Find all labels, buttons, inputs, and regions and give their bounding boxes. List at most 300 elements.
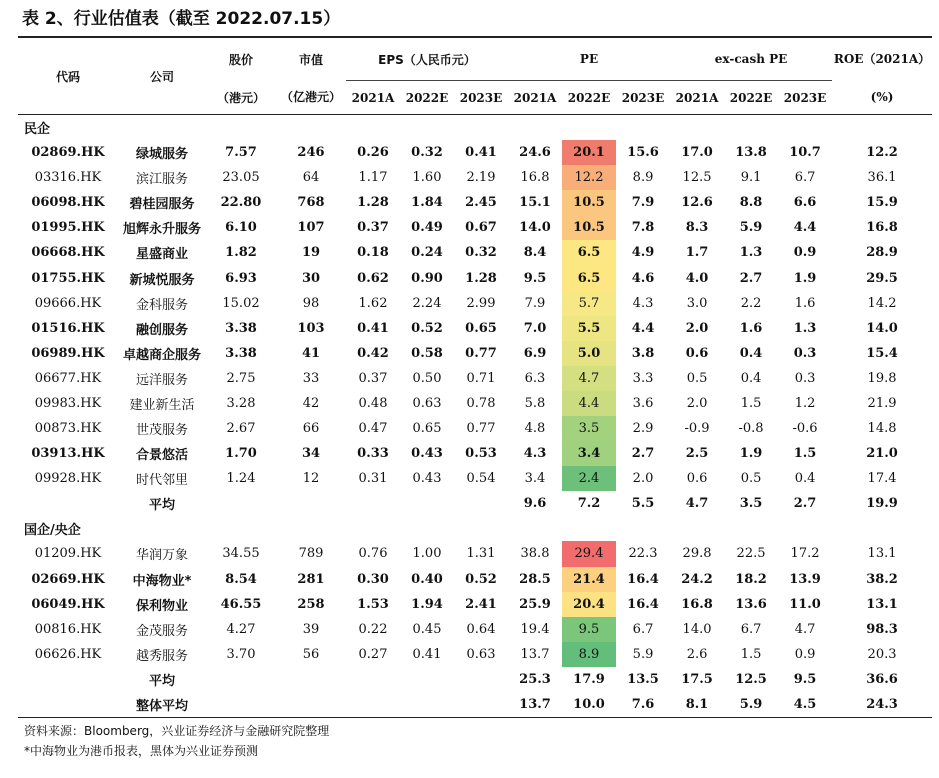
cell-eps22: 0.40 (411, 571, 443, 587)
cell-pe23: 2.7 (631, 446, 655, 462)
cell-price: 6.10 (225, 220, 257, 236)
cell-company: 远洋服务 (135, 372, 188, 388)
average-row (18, 491, 932, 516)
table-row (18, 341, 932, 366)
cell-ex23: 11.0 (789, 596, 821, 612)
cell-pe23: 3.8 (631, 345, 655, 361)
cell-pe23: 6.7 (632, 621, 654, 637)
cell-roe: 36.1 (867, 170, 897, 186)
cell-company: 新城悦服务 (129, 272, 195, 288)
cell-eps21: 0.41 (357, 320, 389, 336)
cell-eps22: 0.49 (411, 220, 443, 236)
cell-ex21: 17.0 (681, 145, 713, 161)
table-row (18, 316, 932, 341)
cell-eps22: 1.60 (412, 170, 442, 186)
cell-ex23: 1.9 (793, 270, 817, 286)
cell-cap: 789 (298, 546, 324, 562)
cell-pe22: 12.2 (562, 165, 616, 190)
cell-ex22: 0.4 (740, 370, 762, 386)
cell-pe22: 29.4 (562, 541, 616, 566)
cell-empty (454, 667, 508, 692)
cell-cap: 768 (297, 195, 325, 211)
cell-roe: 19.8 (867, 370, 897, 386)
cell-eps22: 0.90 (411, 270, 443, 286)
cell-eps22: 0.45 (412, 621, 442, 637)
cell-roe: 17.4 (867, 471, 897, 487)
cell-company: 华润万象 (135, 548, 188, 564)
header-excash-2023e: 2023E (778, 81, 832, 115)
cell-eps23: 0.52 (465, 571, 497, 587)
cell-ex23: 6.6 (793, 195, 817, 211)
cell-cap: 64 (302, 170, 320, 186)
cell-ex23: 6.7 (794, 170, 816, 186)
cell-code: 09983.HK (34, 395, 102, 411)
cell-avg-ex23: 9.5 (793, 671, 817, 687)
header-price: 股价 (228, 52, 253, 67)
cell-eps23: 2.19 (466, 170, 496, 186)
cell-pe21: 7.0 (523, 320, 547, 336)
cell-company: 碧桂园服务 (129, 197, 195, 213)
cell-price: 3.38 (225, 345, 257, 361)
cell-avg-label: 平均 (148, 673, 175, 689)
cell-pe21: 25.9 (519, 596, 551, 612)
cell-cap: 107 (297, 220, 325, 236)
table-row (18, 416, 932, 441)
table-row (18, 190, 932, 215)
cell-pe22: 3.4 (562, 441, 616, 466)
cell-ex22: 1.9 (739, 446, 763, 462)
header-roe-unit: (%) (832, 81, 932, 115)
table-row (18, 140, 932, 165)
cell-price: 23.05 (222, 170, 260, 186)
cell-eps23: 0.71 (466, 370, 496, 386)
cell-empty (400, 667, 454, 692)
section-name: 国企/央企 (24, 523, 81, 539)
cell-roe: 13.1 (867, 546, 897, 562)
cell-cap: 39 (302, 621, 320, 637)
cell-roe: 21.0 (866, 446, 898, 462)
table-row (18, 617, 932, 642)
cell-eps23: 1.31 (466, 546, 496, 562)
cell-code: 00816.HK (34, 621, 102, 637)
cell-roe: 28.9 (866, 245, 898, 261)
cell-empty (346, 667, 400, 692)
cell-empty (18, 491, 118, 516)
cell-ex22: 2.2 (740, 295, 762, 311)
cell-eps22: 1.94 (411, 596, 443, 612)
cell-price: 46.55 (220, 596, 262, 612)
cell-empty (454, 491, 508, 516)
cell-cap: 33 (302, 370, 320, 386)
cell-avg-pe22: 17.9 (573, 671, 605, 687)
cell-overall-pe23: 7.6 (616, 692, 670, 718)
cell-ex21: 8.3 (685, 220, 709, 236)
cell-pe23: 4.9 (631, 245, 655, 261)
cell-eps23: 2.99 (466, 295, 496, 311)
header-excash-2021a: 2021A (670, 81, 724, 115)
cell-avg-pe23: 5.5 (631, 496, 655, 512)
cell-ex23: 0.3 (794, 370, 816, 386)
cell-company: 滨江服务 (135, 172, 188, 188)
cell-eps23: 0.78 (466, 395, 496, 411)
cell-eps23: 2.45 (465, 195, 497, 211)
cell-ex21: 3.0 (686, 295, 708, 311)
cell-ex22: 6.7 (740, 621, 762, 637)
cell-avg-ex23: 2.7 (793, 496, 817, 512)
header-eps-2022e: 2022E (400, 81, 454, 115)
table-row (18, 642, 932, 667)
cell-ex23: 10.7 (789, 145, 821, 161)
cell-empty (454, 692, 508, 718)
cell-eps23: 0.77 (466, 421, 496, 437)
header-eps-2021a: 2021A (346, 81, 400, 115)
cell-company: 金茂服务 (135, 623, 188, 639)
cell-company: 融创服务 (135, 322, 188, 338)
header-pe-2022e: 2022E (562, 81, 616, 115)
cell-pe21: 3.4 (524, 471, 546, 487)
cell-code: 06626.HK (34, 646, 102, 662)
cell-eps22: 0.41 (412, 646, 442, 662)
cell-avg-pe23: 13.5 (627, 671, 659, 687)
cell-code: 06989.HK (31, 345, 105, 361)
cell-ex21: 2.0 (686, 395, 708, 411)
cell-price: 2.75 (226, 370, 256, 386)
cell-eps21: 0.48 (358, 395, 388, 411)
cell-pe23: 15.6 (627, 145, 659, 161)
cell-eps21: 0.30 (357, 571, 389, 587)
cell-cap: 56 (302, 646, 320, 662)
table-row (18, 366, 932, 391)
cell-ex23: 0.9 (793, 245, 817, 261)
cell-avg-roe: 19.9 (866, 496, 898, 512)
cell-avg-pe22: 7.2 (577, 496, 601, 512)
cell-empty (206, 491, 276, 516)
cell-roe: 15.4 (866, 345, 898, 361)
header-roe: ROE（2021A） (833, 51, 931, 66)
cell-eps23: 0.41 (465, 145, 497, 161)
cell-pe21: 6.9 (523, 345, 547, 361)
cell-roe: 14.0 (866, 320, 898, 336)
cell-price: 3.70 (226, 646, 256, 662)
cell-pe22: 8.9 (562, 642, 616, 667)
cell-ex22: 1.5 (740, 395, 762, 411)
cell-pe22: 10.5 (562, 190, 616, 215)
cell-price: 34.55 (222, 546, 260, 562)
cell-ex21: 12.5 (682, 170, 712, 186)
cell-empty (276, 692, 346, 718)
cell-overall-pe22: 10.0 (562, 692, 616, 718)
cell-ex22: 13.6 (735, 596, 767, 612)
cell-ex21: 0.6 (685, 345, 709, 361)
header-price-unit: （港元） (206, 81, 276, 115)
cell-eps23: 1.28 (465, 270, 497, 286)
cell-company: 金科服务 (135, 297, 188, 313)
cell-pe22: 4.7 (562, 366, 616, 391)
table-row (18, 240, 932, 265)
cell-roe: 16.8 (866, 220, 898, 236)
cell-pe21: 14.0 (519, 220, 551, 236)
header-excash-pe: ex-cash PE (670, 37, 832, 81)
cell-pe21: 16.8 (520, 170, 550, 186)
cell-price: 1.24 (226, 471, 256, 487)
table-row (18, 592, 932, 617)
cell-cap: 281 (297, 571, 325, 587)
header-mktcap: 市值 (298, 52, 323, 67)
table-row (18, 291, 932, 316)
cell-ex22: 1.6 (739, 320, 763, 336)
cell-cap: 34 (301, 446, 321, 462)
cell-code: 01516.HK (31, 320, 105, 336)
cell-roe: 12.2 (866, 145, 898, 161)
cell-ex21: 1.7 (685, 245, 709, 261)
cell-ex23: 17.2 (790, 546, 820, 562)
table-header (18, 37, 932, 115)
cell-eps21: 0.47 (358, 421, 388, 437)
header-company: 公司 (118, 37, 206, 115)
overall-average-row (18, 692, 932, 718)
cell-ex22: 2.7 (739, 270, 763, 286)
cell-company: 世茂服务 (135, 423, 188, 439)
cell-pe22: 5.7 (562, 291, 616, 316)
cell-pe22: 3.5 (562, 416, 616, 441)
cell-company: 绿城服务 (135, 147, 188, 163)
cell-pe23: 3.3 (632, 370, 654, 386)
cell-pe21: 13.7 (520, 646, 550, 662)
cell-pe21: 24.6 (519, 145, 551, 161)
footer-note: *中海物业为港币报表，黑体为兴业证券预测 (24, 744, 259, 759)
cell-code: 02669.HK (31, 571, 105, 587)
cell-pe23: 7.9 (631, 195, 655, 211)
cell-company: 保利物业 (135, 598, 188, 614)
cell-eps22: 0.65 (412, 421, 442, 437)
cell-avg-roe: 36.6 (866, 671, 898, 687)
cell-eps21: 0.42 (357, 345, 389, 361)
cell-ex22: 1.5 (740, 646, 762, 662)
cell-company: 中海物业* (132, 573, 192, 589)
table-body (18, 115, 932, 718)
cell-code: 06677.HK (34, 370, 102, 386)
cell-empty (18, 692, 118, 718)
table-row (18, 541, 932, 566)
cell-pe22: 20.4 (562, 592, 616, 617)
cell-roe: 20.3 (867, 646, 897, 662)
cell-avg-pe21: 25.3 (519, 671, 551, 687)
cell-eps23: 0.65 (465, 320, 497, 336)
header-pe: PE (508, 37, 670, 81)
cell-price: 8.54 (225, 571, 257, 587)
cell-code: 03316.HK (34, 170, 102, 186)
cell-eps21: 1.17 (358, 170, 388, 186)
cell-empty (276, 491, 346, 516)
cell-code: 09928.HK (34, 471, 102, 487)
cell-pe21: 8.4 (523, 245, 547, 261)
header-eps-2023e: 2023E (454, 81, 508, 115)
cell-eps21: 0.18 (357, 245, 389, 261)
cell-eps21: 0.76 (358, 546, 388, 562)
cell-cap: 103 (297, 320, 325, 336)
cell-avg-ex22: 12.5 (735, 671, 767, 687)
cell-eps22: 0.43 (411, 446, 443, 462)
cell-ex23: 0.9 (794, 646, 816, 662)
table-row (18, 567, 932, 592)
cell-ex21: 4.0 (685, 270, 709, 286)
cell-ex21: 12.6 (681, 195, 713, 211)
cell-company: 卓越商企服务 (122, 347, 201, 363)
cell-ex21: 14.0 (682, 621, 712, 637)
cell-eps21: 1.53 (357, 596, 389, 612)
cell-price: 2.67 (226, 421, 256, 437)
cell-eps22: 1.00 (412, 546, 442, 562)
cell-eps21: 0.37 (358, 370, 388, 386)
cell-roe: 21.9 (867, 395, 897, 411)
cell-eps21: 0.33 (357, 446, 389, 462)
table-row (18, 265, 932, 290)
cell-pe23: 8.9 (632, 170, 654, 186)
cell-roe: 15.9 (866, 195, 898, 211)
cell-pe22: 5.5 (562, 316, 616, 341)
cell-ex21: 16.8 (681, 596, 713, 612)
cell-cap: 246 (297, 145, 325, 161)
cell-eps22: 0.63 (412, 395, 442, 411)
cell-code: 02869.HK (31, 145, 105, 161)
cell-eps22: 0.32 (411, 145, 443, 161)
cell-pe23: 16.4 (627, 571, 659, 587)
cell-price: 1.70 (225, 446, 257, 462)
cell-ex21: 2.0 (685, 320, 709, 336)
cell-pe22: 21.4 (562, 567, 616, 592)
cell-roe: 38.2 (866, 571, 898, 587)
cell-pe23: 7.8 (631, 220, 655, 236)
cell-ex22: 0.4 (739, 345, 763, 361)
cell-ex22: 18.2 (735, 571, 767, 587)
cell-ex21: 2.6 (686, 646, 708, 662)
cell-company: 旭辉永升服务 (122, 222, 201, 238)
cell-eps23: 0.64 (466, 621, 496, 637)
cell-pe21: 4.8 (524, 421, 546, 437)
table-row (18, 215, 932, 240)
cell-cap: 42 (302, 395, 320, 411)
cell-roe: 29.5 (866, 270, 898, 286)
cell-overall-ex21: 8.1 (670, 692, 724, 718)
cell-price: 6.93 (225, 270, 257, 286)
cell-roe: 14.8 (867, 421, 897, 437)
table-title: 表 2、行业估值表（截至 2022.07.15） (22, 9, 341, 29)
valuation-table (18, 36, 932, 718)
cell-pe23: 16.4 (627, 596, 659, 612)
cell-ex23: 1.3 (793, 320, 817, 336)
section-name: 民企 (24, 122, 51, 137)
cell-empty (346, 491, 400, 516)
cell-eps21: 1.28 (357, 195, 389, 211)
cell-ex22: 8.8 (739, 195, 763, 211)
cell-ex23: 1.2 (794, 395, 816, 411)
cell-cap: 98 (302, 295, 320, 311)
cell-ex23: 0.3 (793, 345, 817, 361)
cell-pe22: 2.4 (562, 466, 616, 491)
cell-price: 4.27 (226, 621, 256, 637)
cell-code: 03913.HK (31, 446, 105, 462)
cell-pe21: 6.3 (524, 370, 546, 386)
cell-pe23: 22.3 (628, 546, 658, 562)
cell-pe23: 2.9 (632, 421, 654, 437)
header-pe-2023e: 2023E (616, 81, 670, 115)
cell-avg-pe21: 9.6 (523, 496, 547, 512)
cell-price: 3.28 (226, 395, 256, 411)
cell-ex23: 0.4 (794, 471, 816, 487)
cell-roe: 14.2 (867, 295, 897, 311)
cell-code: 06668.HK (31, 245, 105, 261)
cell-eps21: 0.31 (358, 471, 388, 487)
cell-avg-label: 平均 (148, 498, 175, 514)
cell-pe23: 2.0 (632, 471, 654, 487)
cell-pe22: 20.1 (562, 140, 616, 165)
cell-empty (346, 692, 400, 718)
cell-company: 星盛商业 (135, 247, 188, 263)
cell-company: 建业新生活 (129, 397, 195, 413)
table-row (18, 391, 932, 416)
cell-empty (18, 667, 118, 692)
cell-code: 06049.HK (31, 596, 105, 612)
cell-ex21: 0.5 (686, 370, 708, 386)
cell-pe22: 6.5 (562, 265, 616, 290)
cell-ex21: 29.8 (682, 546, 712, 562)
cell-eps23: 2.41 (465, 596, 497, 612)
cell-ex22: -0.8 (738, 421, 764, 437)
cell-price: 7.57 (225, 145, 257, 161)
cell-eps22: 1.84 (411, 195, 443, 211)
cell-pe23: 5.9 (632, 646, 654, 662)
cell-cap: 12 (302, 471, 320, 487)
cell-ex23: 1.6 (794, 295, 816, 311)
cell-pe22: 4.4 (562, 391, 616, 416)
cell-pe22: 5.0 (562, 341, 616, 366)
cell-avg-ex21: 4.7 (685, 496, 709, 512)
cell-eps23: 0.53 (465, 446, 497, 462)
cell-ex23: 4.4 (793, 220, 817, 236)
cell-ex23: -0.6 (792, 421, 818, 437)
cell-roe: 98.3 (866, 621, 898, 637)
cell-overall-ex23: 4.5 (778, 692, 832, 718)
cell-pe22: 10.5 (562, 215, 616, 240)
cell-eps22: 0.50 (412, 370, 442, 386)
cell-eps21: 1.62 (358, 295, 388, 311)
cell-pe21: 38.8 (520, 546, 550, 562)
cell-code: 06098.HK (31, 195, 105, 211)
cell-code: 01755.HK (31, 270, 105, 286)
cell-ex22: 1.3 (739, 245, 763, 261)
cell-pe23: 3.6 (632, 395, 654, 411)
header-pe-2021a: 2021A (508, 81, 562, 115)
header-mktcap-unit: （亿港元） (276, 81, 346, 115)
cell-eps21: 0.37 (357, 220, 389, 236)
cell-ex21: 2.5 (685, 446, 709, 462)
cell-pe21: 15.1 (519, 195, 551, 211)
cell-pe21: 9.5 (523, 270, 547, 286)
cell-ex22: 9.1 (740, 170, 762, 186)
average-row (18, 667, 932, 692)
cell-avg-ex22: 3.5 (739, 496, 763, 512)
cell-code: 01995.HK (31, 220, 105, 236)
cell-pe22: 6.5 (562, 240, 616, 265)
cell-eps23: 0.63 (466, 646, 496, 662)
cell-code: 00873.HK (34, 421, 102, 437)
cell-ex22: 0.5 (740, 471, 762, 487)
valuation-table-wrapper (18, 36, 932, 718)
cell-cap: 66 (302, 421, 320, 437)
cell-ex23: 1.5 (793, 446, 817, 462)
table-row (18, 165, 932, 190)
cell-empty (400, 692, 454, 718)
